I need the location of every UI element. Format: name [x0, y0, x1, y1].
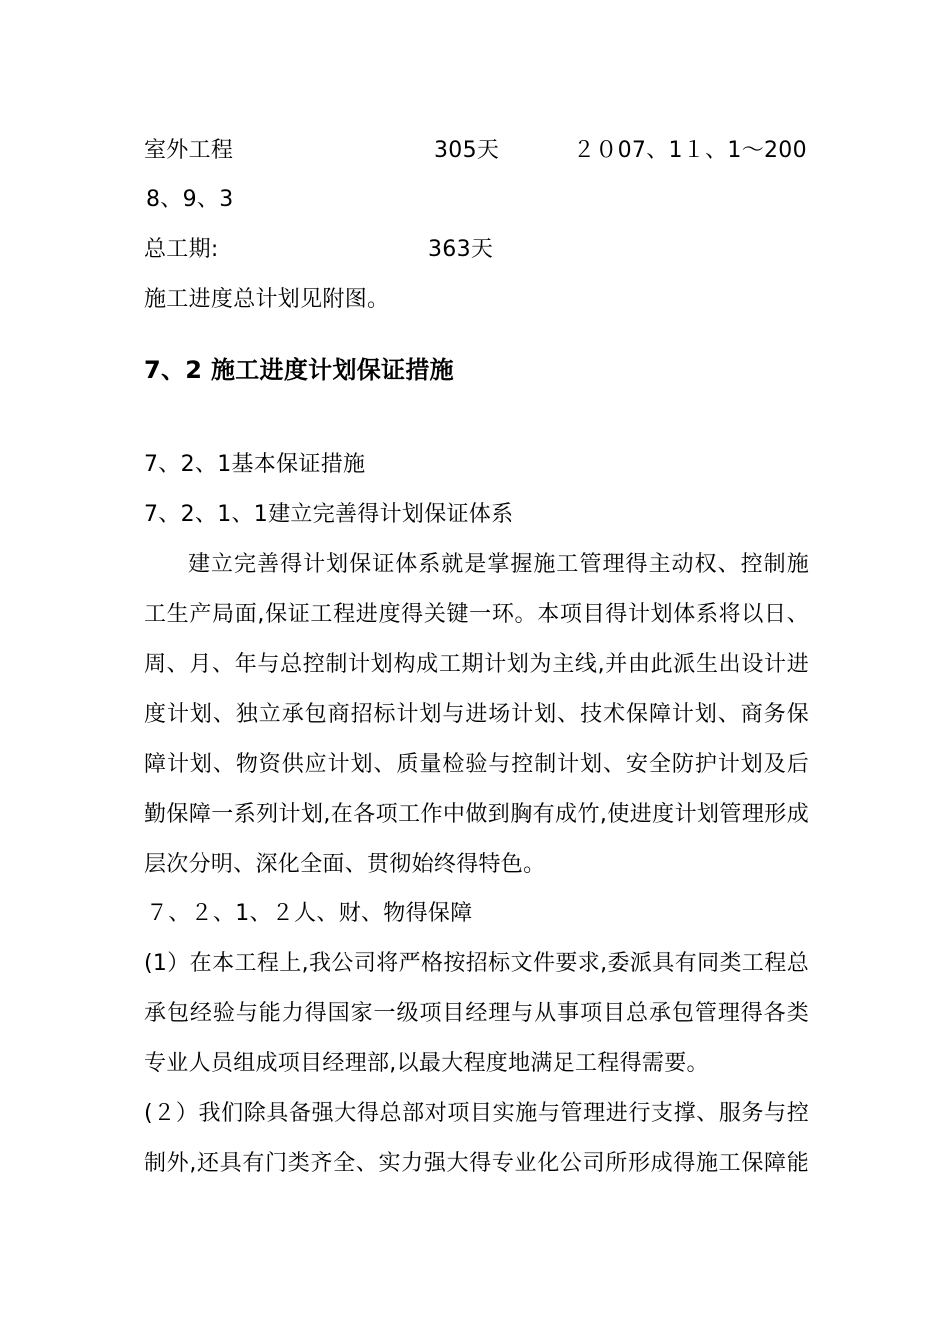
sub-heading-plan-system: 7、2、1、1建立完善得计划保证体系	[144, 502, 514, 527]
outdoor-works-days: 305天	[434, 138, 500, 163]
total-duration-label: 总工期:	[144, 237, 219, 262]
paragraph-2-line-1: (1）在本工程上,我公司将严格按招标文件要求,委派具有同类工程总	[144, 951, 809, 976]
paragraph-3-line-1: (２）我们除具备强大得总部对项目实施与管理进行支撑、服务与控	[144, 1101, 809, 1126]
paragraph-1-line-4: 度计划、独立承包商招标计划与进场计划、技术保障计划、商务保	[144, 702, 809, 727]
paragraph-1-line-1: 建立完善得计划保证体系就是掌握施工管理得主动权、控制施	[188, 552, 809, 577]
paragraph-1-line-7: 层次分明、深化全面、贯彻始终得特色。	[144, 852, 546, 877]
paragraph-2-line-3: 专业人员组成项目经理部,以最大程度地满足工程得需要。	[144, 1051, 709, 1076]
sub-heading-resources: ７、２、1、２人、财、物得保障	[146, 901, 473, 926]
outdoor-works-range-continued: 8、9、3	[146, 187, 234, 212]
paragraph-1-line-6: 勤保障一系列计划,在各项工作中做到胸有成竹,使进度计划管理形成	[144, 802, 809, 827]
paragraph-1-line-2: 工生产局面,保证工程进度得关键一环。本项目得计划体系将以日、	[144, 602, 809, 627]
sub-heading-basic-measures: 7、2、1基本保证措施	[144, 452, 366, 477]
outdoor-works-range: ２０07、1１、1～200	[573, 138, 807, 163]
outdoor-works-label: 室外工程	[144, 138, 234, 163]
paragraph-3-line-2: 制外,还具有门类齐全、实力强大得专业化公司所形成得施工保障能	[144, 1151, 809, 1176]
total-duration-days: 363天	[428, 237, 494, 262]
schedule-note: 施工进度总计划见附图。	[144, 287, 390, 312]
paragraph-2-line-2: 承包经验与能力得国家一级项目经理与从事项目总承包管理得各类	[144, 1001, 809, 1026]
paragraph-1-line-3: 周、月、年与总控制计划构成工期计划为主线,并由此派生出设计进	[144, 652, 809, 677]
paragraph-1-line-5: 障计划、物资供应计划、质量检验与控制计划、安全防护计划及后	[144, 752, 809, 777]
section-heading: 7、2 施工进度计划保证措施	[144, 356, 454, 384]
